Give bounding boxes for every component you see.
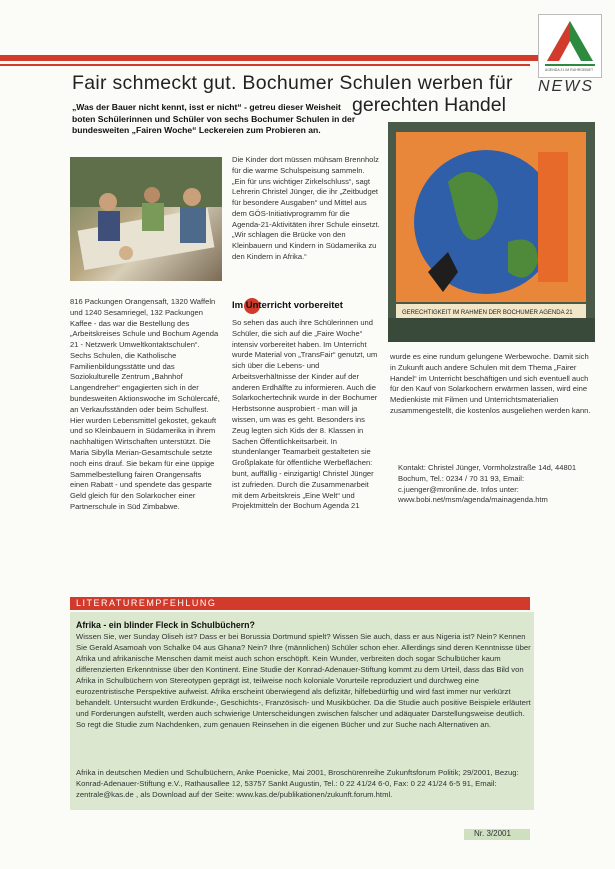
literature-label: LITERATUREMPFEHLUNG xyxy=(76,598,217,608)
issue-number: Nr. 3/2001 xyxy=(474,829,511,838)
svg-text:GERECHTIGKEIT IM RAHMEN DER BO: GERECHTIGKEIT IM RAHMEN DER BOCHUMER AGENDA 21 xyxy=(402,310,573,316)
subheading: Im Unterricht vorbereitet xyxy=(232,300,343,311)
page-title-line2: gerechten Handel xyxy=(352,94,506,116)
news-label: NEWS xyxy=(538,78,594,95)
literature-text: Wissen Sie, wer Sunday Oliseh ist? Dass er bei Borussia Dortmund spielt? Wissen Sie auch, dass er aus Nigeria ist? Nein? Kennen Sie Gerald Asamoah von Schalke 04 aus Ghana? Nein? Ihre (männlichen) Schüler schon eher. Allerdings sind deren Kenntnisse über Afrika und afrikanische Menschen damit meist auch schon erschöpft. Kein Wunder, verbreiten doch sogar Schulbücher kaum differenzierten Erkenntnisse über den Kontinent. Eine Studie der Konrad-Adenauer-Stiftung kommt zu dem Urteil, dass das Bild von Afrika in Schulbüchern von Stereotypen geprägt ist, teilweise noch koloniale Vorurteile reproduziert und durchweg eine eurozentristische Perspektive aufweist. Afrika erscheint überwiegend als defizitär, hilfebedürftig und wird fast immer nur verkürzt behandelt. Untersucht wurden Erdkunde-, Geschichts-, Französisch- und Musikbücher. Da die Studie auch positive Beispiele erläutert und Forderungen aufstellt, werden auch schwierige Unterscheidungen zwischen falscher und adäquater Darstellungsweise deutlich. So regt die Studie zum Nachdenken, zum genauen Reinsehen in die eigenen Bücher und zur Suche nach Alternativen an. xyxy=(76,632,531,729)
article-column-1: 816 Packungen Orangensaft, 1320 Waffeln und 1240 Sesamriegel, 132 Packungen Kaffee - das war die Bestellung des „Arbeitskreises Schule und Bochum Agenda 21 - Netzwerk Umweltkontaktschulen“. Sechs Schulen, die Katholische Familienbildungsstätte und das Soziokulturelle Zentrum „Bahnhof Langendreher“ engagierten sich in der bundesweiten Aktionswoche im Schülercafé, an Verkaufsständen oder beim Schulfest. Hier wurden Lebensmittel gekostet, gekauft und so Kleinbauern in Südamerika in ihrem nachhaltigen Wirtschaften unterstützt. Die Maria Sibylla Merian-Gesamtschule setzte noch eins drauf. Sie bekam für eine üppige Sammelbestellung fairen Orangensafts einen Rabatt - und spendete das gesparte Geld gleich für den Solarkocher einer Partnerschule in Süd Zimbabwe. xyxy=(70,297,220,511)
header-rule xyxy=(0,55,600,61)
literature-heading: Afrika - ein blinder Fleck in Schulbüchern? xyxy=(76,620,255,630)
classroom-photo xyxy=(70,157,222,281)
page-title: Fair schmeckt gut. Bochumer Schulen werben für xyxy=(72,72,513,94)
logo-caption: AGENDA 21 IM RUHRGEBIET xyxy=(544,68,594,72)
article-column-3: wurde es eine rundum gelungene Werbewoche. Damit sich in Zukunft auch andere Schulen mit dem Thema „Fairer Handel“ im Unterricht beschäftigen und sich eventuell auch für den Kauf von Solarkochern erwärmen lassen, wird eine Medienkiste mit Filmen und Unterrichtsmaterialien zusammengestellt, die kostenlos ausgeliehen werden kann. xyxy=(390,352,591,415)
literature-reference: Afrika in deutschen Medien und Schulbüchern, Anke Poenicke, Mai 2001, Broschürenreihe Zukunftsforum Politik; 29/2001, Bezug: Konrad-Adenauer-Stiftung e.V., Rathausallee 12, 53757 Sankt Augustin, Tel.: 0 22 41/24 6-0, Fax: 0 22 41/24 6-5 91, Email: zentrale@kas.de , als Download auf der Seite: www.kas.de/publikationen/zukunft.forum.html. xyxy=(76,768,519,799)
poster-photo xyxy=(388,122,595,342)
header-rule-thin xyxy=(0,64,530,66)
lead-paragraph: „Was der Bauer nicht kennt, isst er nicht“ - getreu dieser Weisheit boten Schülerinnen und Schüler von sechs Bochumer Schulen in der bundesweiten „Fairen Woche“ Leckereien zum Probieren an. xyxy=(72,102,356,136)
article-column-2: Die Kinder dort müssen mühsam Brennholz für die warme Schulspeisung sammeln. „Ein für uns wichtiger Zirkelschluss“, sagt Lehrerin Christel Jünger, die ihr „Zeitbudget für besondere Ausgaben“ und Mittel aus dem GÖS-Initiativprogramm für die Agenda-21-Aktivitäten ihrer Schule einsetzt. „Wir schlagen die Brücke von den Kleinbauern und Kindern in Südamerika zu den Kindern in Afrika.“ xyxy=(232,155,380,262)
contact-block: Kontakt: Christel Jünger, Vormholzstraße 14d, 44801 Bochum, Tel.: 0234 / 70 31 93, Email: c.juenger@mronline.de. Infos unter: www.bobi.net/msm/agenda/mainagenda.htm xyxy=(398,463,577,505)
article-column-2b: So sehen das auch ihre Schülerinnen und Schüler, die sich auf die „Faire Woche“ intensiv vorbereitet haben. Im Unterricht wurde Material von „TransFair“ genutzt, um sich über die Lebens- und Arbeitsverhältnisse der Kinder auf der anderen Erdhälfte zu informieren. Auch die Solarkochertechnik wurde in der Bochumer Herbstsonne ausprobiert - man will ja wissen, um was es geht. Besonders ins Zeug legten sich Kids der 8. Klassen in Sachen Öffentlichkeitsarbeit. In stundenlanger Teamarbeit gestalteten sie Großplakate für öffentliche Werbeflächen: bunt, auffällig - einzigartig! Christel Jünger ist zufrieden. Durch die Zusammenarbeit mit dem Arbeitskreis „Eine Welt“ und Projektmitteln der Bochum Agenda 21 xyxy=(232,318,378,511)
